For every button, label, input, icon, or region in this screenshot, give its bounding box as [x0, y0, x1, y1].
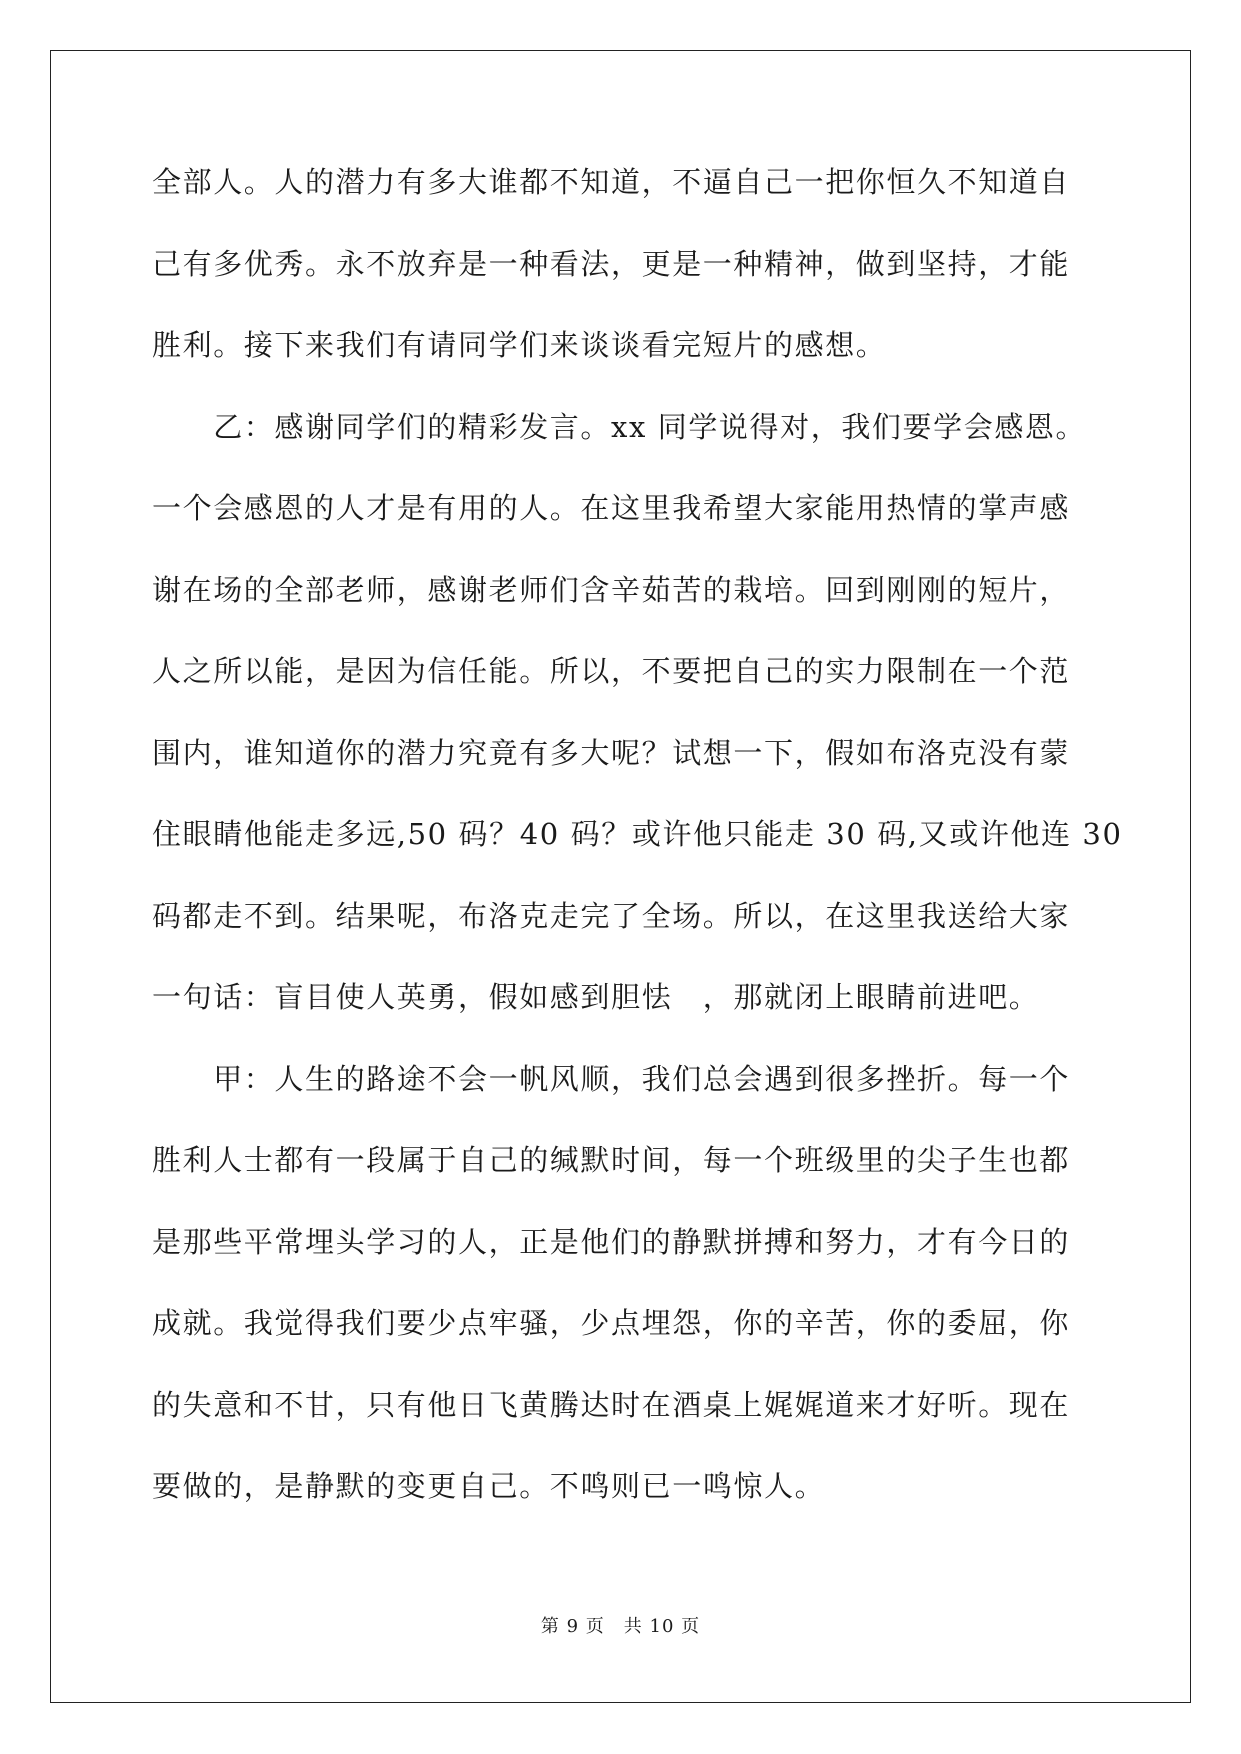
text-line: 住眼睛他能走多远,50 码？40 码？或许他只能走 30 码,又或许他连 30 — [152, 817, 1123, 851]
text-line: 胜利人士都有一段属于自己的缄默时间，每一个班级里的尖子生也都 — [152, 1143, 1071, 1177]
text-line: 甲：人生的路途不会一帆风顺，我们总会遇到很多挫折。每一个 — [152, 1061, 1071, 1096]
text-line: 人之所以能，是因为信任能。所以，不要把自己的实力限制在一个范 — [152, 654, 1071, 688]
text-line: 成就。我觉得我们要少点牢骚，少点埋怨，你的辛苦，你的委屈，你 — [152, 1306, 1071, 1340]
document-body — [152, 162, 1123, 1548]
text-line: 己有多优秀。永不放弃是一种看法，更是一种精神，做到坚持，才能 — [152, 246, 1071, 281]
text-line: 胜利。接下来我们有请同学们来谈谈看完短片的感想。 — [152, 328, 887, 362]
text-line: 的失意和不甘，只有他日飞黄腾达时在酒桌上娓娓道来才好听。现在 — [152, 1387, 1071, 1422]
page-number-footer: 第 9 页 共 10 页 — [540, 1616, 701, 1637]
text-line: 全部人。人的潜力有多大谁都不知道，不逼自己一把你恒久不知道自 — [152, 165, 1071, 199]
text-line: 谢在场的全部老师，感谢老师们含辛茹苦的栽培。回到刚刚的短片， — [152, 572, 1071, 607]
text-line: 围内，谁知道你的潜力究竟有多大呢？试想一下，假如布洛克没有蒙 — [152, 735, 1071, 770]
text-line: 一个会感恩的人才是有用的人。在这里我希望大家能用热情的掌声感 — [152, 491, 1071, 525]
text-line: 是那些平常埋头学习的人，正是他们的静默拼搏和努力，才有今日的 — [152, 1224, 1071, 1259]
text-line: 码都走不到。结果呢，布洛克走完了全场。所以，在这里我送给大家 — [152, 898, 1071, 933]
text-line: 一句话：盲目使人英勇，假如感到胆怯 ，那就闭上眼睛前进吧。 — [152, 980, 1040, 1014]
text-line: 乙：感谢同学们的精彩发言。xx 同学说得对，我们要学会感恩。 — [152, 409, 1087, 444]
text-line: 要做的，是静默的变更自己。不鸣则已一鸣惊人。 — [152, 1469, 826, 1503]
